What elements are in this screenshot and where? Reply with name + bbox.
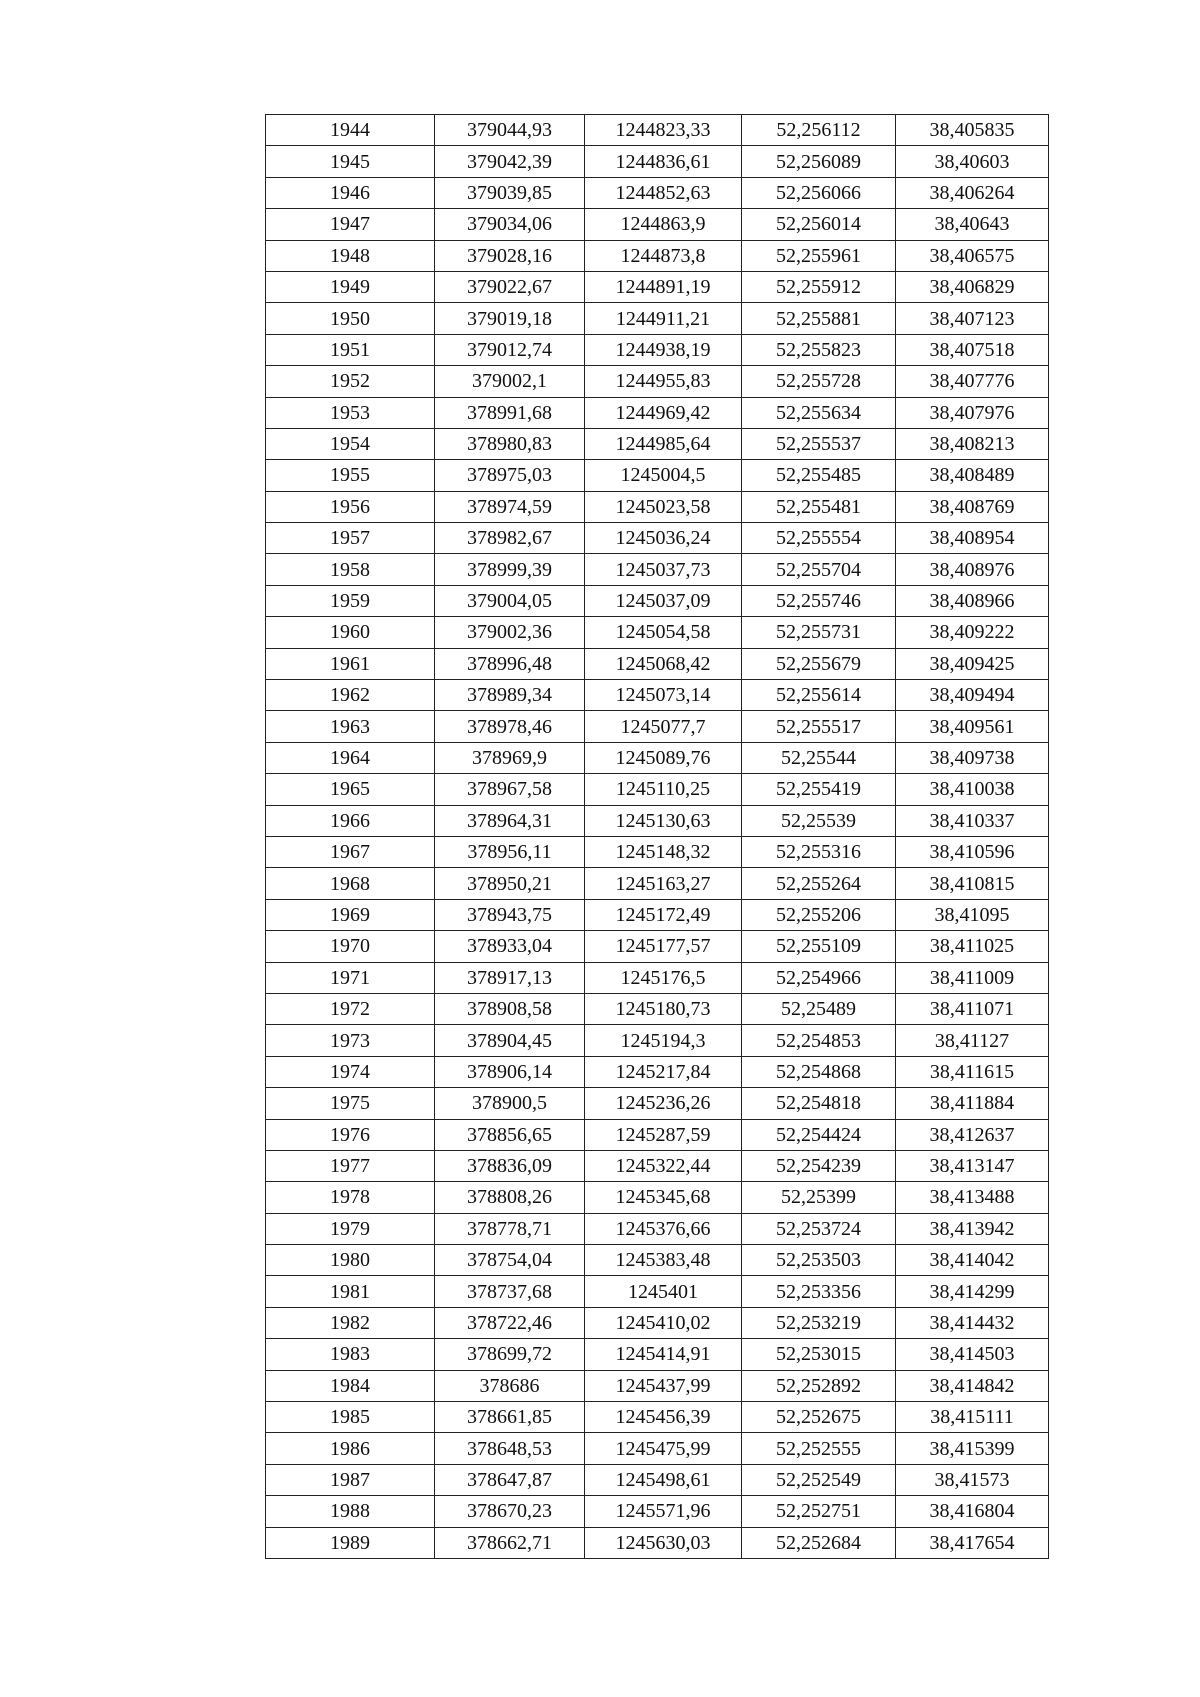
point-number-cell: 1982 xyxy=(266,1307,435,1338)
y-coordinate-cell: 1245037,73 xyxy=(585,554,742,585)
table-row xyxy=(266,1182,1049,1213)
table-row xyxy=(266,993,1049,1024)
x-coordinate-cell: 378964,31 xyxy=(435,805,585,836)
table-row xyxy=(266,868,1049,899)
longitude-cell: 38,406264 xyxy=(896,177,1049,208)
latitude-cell: 52,253356 xyxy=(742,1276,896,1307)
y-coordinate-cell: 1245172,49 xyxy=(585,899,742,930)
longitude-cell: 38,414042 xyxy=(896,1245,1049,1276)
y-coordinate-cell: 1245176,5 xyxy=(585,962,742,993)
longitude-cell: 38,410038 xyxy=(896,774,1049,805)
point-number-cell: 1971 xyxy=(266,962,435,993)
latitude-cell: 52,255731 xyxy=(742,617,896,648)
table-row xyxy=(266,1307,1049,1338)
y-coordinate-cell: 1245217,84 xyxy=(585,1056,742,1087)
table-row xyxy=(266,617,1049,648)
longitude-cell: 38,407776 xyxy=(896,366,1049,397)
table-row xyxy=(266,1025,1049,1056)
table-row xyxy=(266,1245,1049,1276)
point-number-cell: 1973 xyxy=(266,1025,435,1056)
latitude-cell: 52,253219 xyxy=(742,1307,896,1338)
point-number-cell: 1954 xyxy=(266,428,435,459)
longitude-cell: 38,413488 xyxy=(896,1182,1049,1213)
table-row xyxy=(266,177,1049,208)
x-coordinate-cell: 378900,5 xyxy=(435,1088,585,1119)
x-coordinate-cell: 379044,93 xyxy=(435,115,585,146)
x-coordinate-cell: 378699,72 xyxy=(435,1339,585,1370)
point-number-cell: 1946 xyxy=(266,177,435,208)
latitude-cell: 52,25544 xyxy=(742,742,896,773)
latitude-cell: 52,254239 xyxy=(742,1150,896,1181)
latitude-cell: 52,252751 xyxy=(742,1496,896,1527)
longitude-cell: 38,408213 xyxy=(896,428,1049,459)
point-number-cell: 1985 xyxy=(266,1402,435,1433)
latitude-cell: 52,255554 xyxy=(742,523,896,554)
x-coordinate-cell: 378991,68 xyxy=(435,397,585,428)
table-row xyxy=(266,805,1049,836)
latitude-cell: 52,255746 xyxy=(742,585,896,616)
y-coordinate-cell: 1245110,25 xyxy=(585,774,742,805)
x-coordinate-cell: 379028,16 xyxy=(435,240,585,271)
table-row xyxy=(266,931,1049,962)
longitude-cell: 38,41127 xyxy=(896,1025,1049,1056)
table-row xyxy=(266,334,1049,365)
latitude-cell: 52,25539 xyxy=(742,805,896,836)
latitude-cell: 52,255881 xyxy=(742,303,896,334)
y-coordinate-cell: 1245037,09 xyxy=(585,585,742,616)
longitude-cell: 38,406575 xyxy=(896,240,1049,271)
point-number-cell: 1965 xyxy=(266,774,435,805)
x-coordinate-cell: 378670,23 xyxy=(435,1496,585,1527)
point-number-cell: 1972 xyxy=(266,993,435,1024)
table-row xyxy=(266,115,1049,146)
longitude-cell: 38,415399 xyxy=(896,1433,1049,1464)
x-coordinate-cell: 378662,71 xyxy=(435,1527,585,1558)
y-coordinate-cell: 1245456,39 xyxy=(585,1402,742,1433)
x-coordinate-cell: 378933,04 xyxy=(435,931,585,962)
x-coordinate-cell: 379004,05 xyxy=(435,585,585,616)
longitude-cell: 38,413942 xyxy=(896,1213,1049,1244)
y-coordinate-cell: 1245630,03 xyxy=(585,1527,742,1558)
table-row xyxy=(266,1276,1049,1307)
latitude-cell: 52,255485 xyxy=(742,460,896,491)
x-coordinate-cell: 378996,48 xyxy=(435,648,585,679)
x-coordinate-cell: 378978,46 xyxy=(435,711,585,742)
longitude-cell: 38,414432 xyxy=(896,1307,1049,1338)
latitude-cell: 52,252555 xyxy=(742,1433,896,1464)
y-coordinate-cell: 1245376,66 xyxy=(585,1213,742,1244)
x-coordinate-cell: 378647,87 xyxy=(435,1464,585,1495)
x-coordinate-cell: 378943,75 xyxy=(435,899,585,930)
x-coordinate-cell: 378648,53 xyxy=(435,1433,585,1464)
longitude-cell: 38,414299 xyxy=(896,1276,1049,1307)
longitude-cell: 38,409561 xyxy=(896,711,1049,742)
x-coordinate-cell: 379019,18 xyxy=(435,303,585,334)
y-coordinate-cell: 1245180,73 xyxy=(585,993,742,1024)
table-row xyxy=(266,554,1049,585)
longitude-cell: 38,413147 xyxy=(896,1150,1049,1181)
x-coordinate-cell: 379039,85 xyxy=(435,177,585,208)
y-coordinate-cell: 1244836,61 xyxy=(585,146,742,177)
point-number-cell: 1948 xyxy=(266,240,435,271)
longitude-cell: 38,41095 xyxy=(896,899,1049,930)
longitude-cell: 38,414842 xyxy=(896,1370,1049,1401)
point-number-cell: 1958 xyxy=(266,554,435,585)
x-coordinate-cell: 378686 xyxy=(435,1370,585,1401)
table-row xyxy=(266,1150,1049,1181)
y-coordinate-cell: 1244891,19 xyxy=(585,271,742,302)
point-number-cell: 1976 xyxy=(266,1119,435,1150)
x-coordinate-cell: 378917,13 xyxy=(435,962,585,993)
longitude-cell: 38,411009 xyxy=(896,962,1049,993)
point-number-cell: 1964 xyxy=(266,742,435,773)
point-number-cell: 1960 xyxy=(266,617,435,648)
x-coordinate-cell: 378906,14 xyxy=(435,1056,585,1087)
point-number-cell: 1949 xyxy=(266,271,435,302)
latitude-cell: 52,255316 xyxy=(742,836,896,867)
longitude-cell: 38,407123 xyxy=(896,303,1049,334)
y-coordinate-cell: 1245068,42 xyxy=(585,648,742,679)
latitude-cell: 52,252684 xyxy=(742,1527,896,1558)
point-number-cell: 1980 xyxy=(266,1245,435,1276)
y-coordinate-cell: 1245236,26 xyxy=(585,1088,742,1119)
y-coordinate-cell: 1245073,14 xyxy=(585,680,742,711)
latitude-cell: 52,253724 xyxy=(742,1213,896,1244)
y-coordinate-cell: 1245401 xyxy=(585,1276,742,1307)
point-number-cell: 1983 xyxy=(266,1339,435,1370)
latitude-cell: 52,255206 xyxy=(742,899,896,930)
x-coordinate-cell: 378908,58 xyxy=(435,993,585,1024)
latitude-cell: 52,252892 xyxy=(742,1370,896,1401)
longitude-cell: 38,409425 xyxy=(896,648,1049,679)
table-row xyxy=(266,428,1049,459)
longitude-cell: 38,411071 xyxy=(896,993,1049,1024)
latitude-cell: 52,253015 xyxy=(742,1339,896,1370)
x-coordinate-cell: 378722,46 xyxy=(435,1307,585,1338)
point-number-cell: 1957 xyxy=(266,523,435,554)
point-number-cell: 1955 xyxy=(266,460,435,491)
latitude-cell: 52,252675 xyxy=(742,1402,896,1433)
y-coordinate-cell: 1244863,9 xyxy=(585,209,742,240)
x-coordinate-cell: 378969,9 xyxy=(435,742,585,773)
point-number-cell: 1966 xyxy=(266,805,435,836)
point-number-cell: 1981 xyxy=(266,1276,435,1307)
coordinates-table xyxy=(265,114,1049,1559)
longitude-cell: 38,408769 xyxy=(896,491,1049,522)
table-row xyxy=(266,1088,1049,1119)
y-coordinate-cell: 1245498,61 xyxy=(585,1464,742,1495)
longitude-cell: 38,408966 xyxy=(896,585,1049,616)
table-row xyxy=(266,1527,1049,1558)
y-coordinate-cell: 1245383,48 xyxy=(585,1245,742,1276)
longitude-cell: 38,405835 xyxy=(896,115,1049,146)
longitude-cell: 38,407976 xyxy=(896,397,1049,428)
y-coordinate-cell: 1245130,63 xyxy=(585,805,742,836)
latitude-cell: 52,255109 xyxy=(742,931,896,962)
latitude-cell: 52,252549 xyxy=(742,1464,896,1495)
latitude-cell: 52,256089 xyxy=(742,146,896,177)
y-coordinate-cell: 1245023,58 xyxy=(585,491,742,522)
table-row xyxy=(266,1402,1049,1433)
latitude-cell: 52,255537 xyxy=(742,428,896,459)
point-number-cell: 1987 xyxy=(266,1464,435,1495)
latitude-cell: 52,255264 xyxy=(742,868,896,899)
table-row xyxy=(266,774,1049,805)
table-row xyxy=(266,899,1049,930)
y-coordinate-cell: 1244873,8 xyxy=(585,240,742,271)
longitude-cell: 38,411615 xyxy=(896,1056,1049,1087)
table-row xyxy=(266,366,1049,397)
table-row xyxy=(266,680,1049,711)
longitude-cell: 38,409222 xyxy=(896,617,1049,648)
point-number-cell: 1969 xyxy=(266,899,435,930)
x-coordinate-cell: 378950,21 xyxy=(435,868,585,899)
point-number-cell: 1970 xyxy=(266,931,435,962)
x-coordinate-cell: 378956,11 xyxy=(435,836,585,867)
table-row xyxy=(266,648,1049,679)
y-coordinate-cell: 1245004,5 xyxy=(585,460,742,491)
longitude-cell: 38,417654 xyxy=(896,1527,1049,1558)
point-number-cell: 1989 xyxy=(266,1527,435,1558)
table-row xyxy=(266,1339,1049,1370)
table-row xyxy=(266,303,1049,334)
y-coordinate-cell: 1244938,19 xyxy=(585,334,742,365)
longitude-cell: 38,40643 xyxy=(896,209,1049,240)
x-coordinate-cell: 379012,74 xyxy=(435,334,585,365)
point-number-cell: 1951 xyxy=(266,334,435,365)
latitude-cell: 52,254966 xyxy=(742,962,896,993)
point-number-cell: 1963 xyxy=(266,711,435,742)
longitude-cell: 38,410596 xyxy=(896,836,1049,867)
latitude-cell: 52,255912 xyxy=(742,271,896,302)
latitude-cell: 52,25489 xyxy=(742,993,896,1024)
x-coordinate-cell: 378778,71 xyxy=(435,1213,585,1244)
table-row xyxy=(266,742,1049,773)
latitude-cell: 52,255679 xyxy=(742,648,896,679)
latitude-cell: 52,255481 xyxy=(742,491,896,522)
longitude-cell: 38,415111 xyxy=(896,1402,1049,1433)
latitude-cell: 52,255823 xyxy=(742,334,896,365)
y-coordinate-cell: 1245287,59 xyxy=(585,1119,742,1150)
longitude-cell: 38,411884 xyxy=(896,1088,1049,1119)
x-coordinate-cell: 379002,1 xyxy=(435,366,585,397)
y-coordinate-cell: 1244823,33 xyxy=(585,115,742,146)
y-coordinate-cell: 1245036,24 xyxy=(585,523,742,554)
x-coordinate-cell: 378974,59 xyxy=(435,491,585,522)
x-coordinate-cell: 378975,03 xyxy=(435,460,585,491)
longitude-cell: 38,411025 xyxy=(896,931,1049,962)
point-number-cell: 1968 xyxy=(266,868,435,899)
y-coordinate-cell: 1244852,63 xyxy=(585,177,742,208)
table-row xyxy=(266,836,1049,867)
x-coordinate-cell: 378754,04 xyxy=(435,1245,585,1276)
longitude-cell: 38,409738 xyxy=(896,742,1049,773)
y-coordinate-cell: 1245437,99 xyxy=(585,1370,742,1401)
y-coordinate-cell: 1244969,42 xyxy=(585,397,742,428)
y-coordinate-cell: 1245148,32 xyxy=(585,836,742,867)
x-coordinate-cell: 378904,45 xyxy=(435,1025,585,1056)
coordinates-table-body xyxy=(266,115,1049,1559)
x-coordinate-cell: 378661,85 xyxy=(435,1402,585,1433)
latitude-cell: 52,253503 xyxy=(742,1245,896,1276)
point-number-cell: 1979 xyxy=(266,1213,435,1244)
x-coordinate-cell: 379022,67 xyxy=(435,271,585,302)
latitude-cell: 52,25399 xyxy=(742,1182,896,1213)
point-number-cell: 1975 xyxy=(266,1088,435,1119)
y-coordinate-cell: 1244985,64 xyxy=(585,428,742,459)
y-coordinate-cell: 1245322,44 xyxy=(585,1150,742,1181)
point-number-cell: 1984 xyxy=(266,1370,435,1401)
point-number-cell: 1974 xyxy=(266,1056,435,1087)
x-coordinate-cell: 378836,09 xyxy=(435,1150,585,1181)
longitude-cell: 38,416804 xyxy=(896,1496,1049,1527)
latitude-cell: 52,255728 xyxy=(742,366,896,397)
point-number-cell: 1956 xyxy=(266,491,435,522)
longitude-cell: 38,412637 xyxy=(896,1119,1049,1150)
longitude-cell: 38,407518 xyxy=(896,334,1049,365)
point-number-cell: 1959 xyxy=(266,585,435,616)
x-coordinate-cell: 378999,39 xyxy=(435,554,585,585)
y-coordinate-cell: 1245345,68 xyxy=(585,1182,742,1213)
latitude-cell: 52,256014 xyxy=(742,209,896,240)
latitude-cell: 52,255961 xyxy=(742,240,896,271)
table-row xyxy=(266,1119,1049,1150)
y-coordinate-cell: 1245571,96 xyxy=(585,1496,742,1527)
y-coordinate-cell: 1245089,76 xyxy=(585,742,742,773)
y-coordinate-cell: 1245077,7 xyxy=(585,711,742,742)
table-row xyxy=(266,1464,1049,1495)
point-number-cell: 1977 xyxy=(266,1150,435,1181)
longitude-cell: 38,40603 xyxy=(896,146,1049,177)
latitude-cell: 52,255614 xyxy=(742,680,896,711)
x-coordinate-cell: 378856,65 xyxy=(435,1119,585,1150)
latitude-cell: 52,254853 xyxy=(742,1025,896,1056)
latitude-cell: 52,254868 xyxy=(742,1056,896,1087)
point-number-cell: 1967 xyxy=(266,836,435,867)
longitude-cell: 38,41573 xyxy=(896,1464,1049,1495)
y-coordinate-cell: 1244955,83 xyxy=(585,366,742,397)
table-row xyxy=(266,209,1049,240)
table-row xyxy=(266,146,1049,177)
y-coordinate-cell: 1245177,57 xyxy=(585,931,742,962)
table-row xyxy=(266,491,1049,522)
longitude-cell: 38,410815 xyxy=(896,868,1049,899)
point-number-cell: 1945 xyxy=(266,146,435,177)
table-row xyxy=(266,1496,1049,1527)
x-coordinate-cell: 378980,83 xyxy=(435,428,585,459)
table-row xyxy=(266,711,1049,742)
longitude-cell: 38,414503 xyxy=(896,1339,1049,1370)
table-row xyxy=(266,1056,1049,1087)
x-coordinate-cell: 379034,06 xyxy=(435,209,585,240)
table-row xyxy=(266,1370,1049,1401)
point-number-cell: 1988 xyxy=(266,1496,435,1527)
longitude-cell: 38,408976 xyxy=(896,554,1049,585)
y-coordinate-cell: 1245194,3 xyxy=(585,1025,742,1056)
y-coordinate-cell: 1245475,99 xyxy=(585,1433,742,1464)
latitude-cell: 52,255704 xyxy=(742,554,896,585)
table-row xyxy=(266,460,1049,491)
point-number-cell: 1952 xyxy=(266,366,435,397)
point-number-cell: 1953 xyxy=(266,397,435,428)
y-coordinate-cell: 1245410,02 xyxy=(585,1307,742,1338)
latitude-cell: 52,255517 xyxy=(742,711,896,742)
y-coordinate-cell: 1245163,27 xyxy=(585,868,742,899)
point-number-cell: 1944 xyxy=(266,115,435,146)
point-number-cell: 1947 xyxy=(266,209,435,240)
longitude-cell: 38,406829 xyxy=(896,271,1049,302)
y-coordinate-cell: 1244911,21 xyxy=(585,303,742,334)
latitude-cell: 52,256112 xyxy=(742,115,896,146)
latitude-cell: 52,256066 xyxy=(742,177,896,208)
longitude-cell: 38,408954 xyxy=(896,523,1049,554)
x-coordinate-cell: 378989,34 xyxy=(435,680,585,711)
latitude-cell: 52,254424 xyxy=(742,1119,896,1150)
x-coordinate-cell: 378808,26 xyxy=(435,1182,585,1213)
x-coordinate-cell: 379042,39 xyxy=(435,146,585,177)
y-coordinate-cell: 1245414,91 xyxy=(585,1339,742,1370)
table-row xyxy=(266,585,1049,616)
latitude-cell: 52,254818 xyxy=(742,1088,896,1119)
x-coordinate-cell: 378967,58 xyxy=(435,774,585,805)
table-row xyxy=(266,271,1049,302)
x-coordinate-cell: 379002,36 xyxy=(435,617,585,648)
table-row xyxy=(266,1213,1049,1244)
longitude-cell: 38,408489 xyxy=(896,460,1049,491)
latitude-cell: 52,255634 xyxy=(742,397,896,428)
latitude-cell: 52,255419 xyxy=(742,774,896,805)
x-coordinate-cell: 378737,68 xyxy=(435,1276,585,1307)
table-row xyxy=(266,397,1049,428)
point-number-cell: 1961 xyxy=(266,648,435,679)
longitude-cell: 38,409494 xyxy=(896,680,1049,711)
longitude-cell: 38,410337 xyxy=(896,805,1049,836)
table-row xyxy=(266,523,1049,554)
point-number-cell: 1978 xyxy=(266,1182,435,1213)
point-number-cell: 1962 xyxy=(266,680,435,711)
y-coordinate-cell: 1245054,58 xyxy=(585,617,742,648)
point-number-cell: 1950 xyxy=(266,303,435,334)
point-number-cell: 1986 xyxy=(266,1433,435,1464)
table-row xyxy=(266,962,1049,993)
table-row xyxy=(266,1433,1049,1464)
table-row xyxy=(266,240,1049,271)
x-coordinate-cell: 378982,67 xyxy=(435,523,585,554)
